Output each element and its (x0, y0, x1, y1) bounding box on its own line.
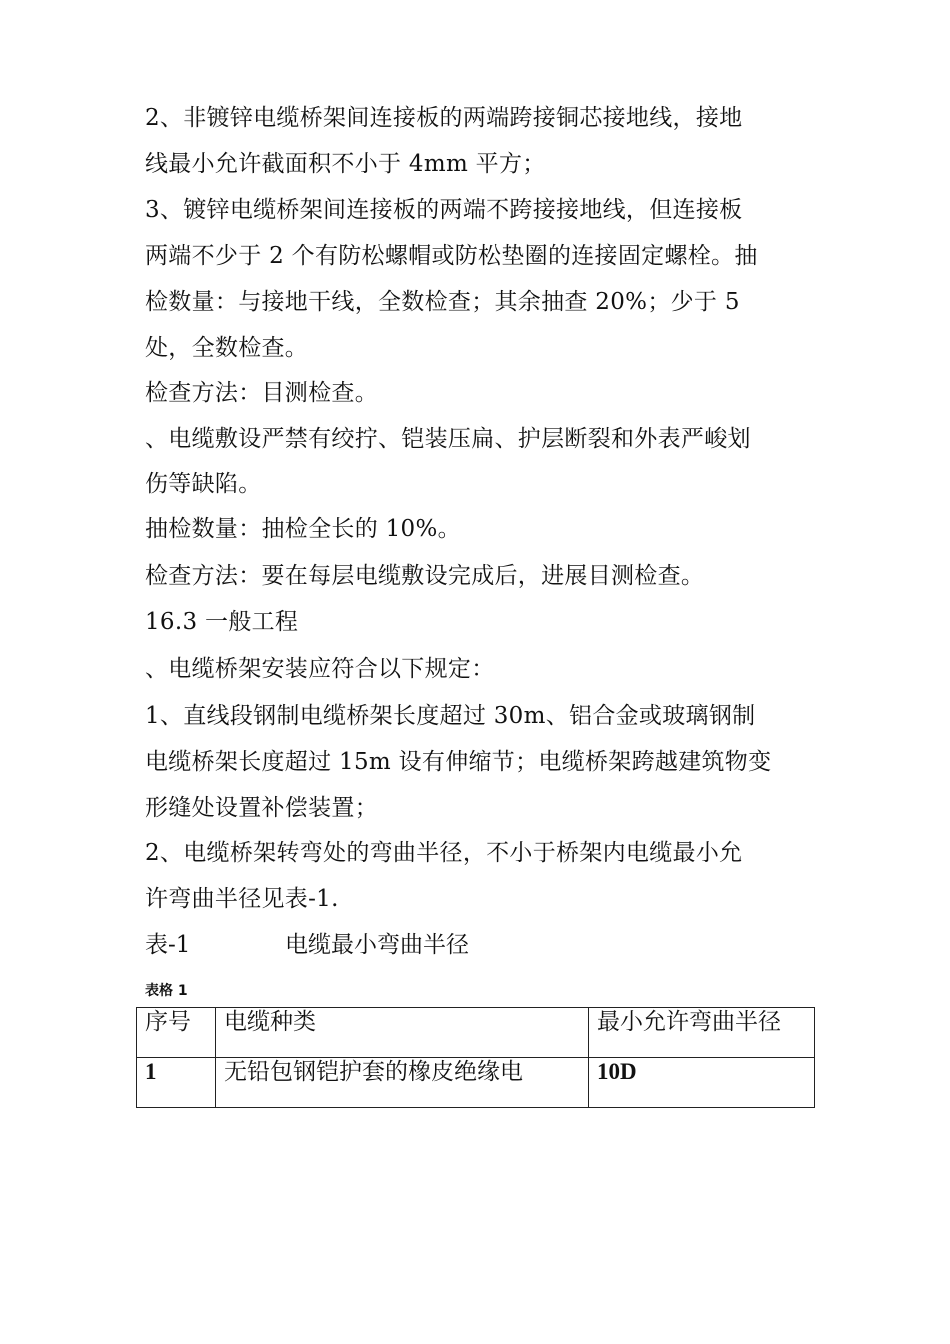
header-cell-index: 序号 (137, 1008, 216, 1058)
paragraph-line: 检查方法：目测检查。 (145, 380, 378, 406)
table-caption-title: 电缆最小弯曲半径 (285, 932, 469, 958)
paragraph-line: 1、直线段钢制电缆桥架长度超过 30m、铝合金或玻璃钢制 (145, 703, 756, 729)
paragraph-line: 电缆桥架长度超过 15m 设有伸缩节；电缆桥架跨越建筑物变 (145, 749, 772, 775)
section-heading: 16.3 一般工程 (145, 609, 299, 635)
header-cell-min-radius: 最小允许弯曲半径 (589, 1008, 815, 1058)
bending-radius-table (136, 1007, 815, 1108)
paragraph-line: 检查方法：要在每层电缆敷设完成后，进展目测检查。 (145, 563, 705, 589)
cell-index: 1 (137, 1058, 216, 1108)
cell-cable-type: 无铅包钢铠护套的橡皮绝缘电 (216, 1058, 589, 1108)
paragraph-line: 2、电缆桥架转弯处的弯曲半径，不小于桥架内电缆最小允 (145, 840, 743, 866)
table-label: 表格 1 (145, 983, 188, 999)
paragraph-line: 两端不少于 2 个有防松螺帽或防松垫圈的连接固定螺栓。抽 (145, 243, 758, 269)
table-caption-number: 表-1 (145, 932, 191, 958)
table-row (137, 1058, 815, 1108)
paragraph-line: 3、镀锌电缆桥架间连接板的两端不跨接接地线，但连接板 (145, 197, 743, 223)
paragraph-line: 、电缆敷设严禁有绞拧、铠装压扁、护层断裂和外表严峻划 (145, 426, 751, 452)
paragraph-line: 处，全数检查。 (145, 335, 309, 361)
paragraph-line: 、电缆桥架安装应符合以下规定： (145, 656, 495, 682)
paragraph-line: 伤等缺陷。 (145, 471, 262, 497)
table-header-row (137, 1008, 815, 1058)
table-caption (145, 930, 469, 960)
paragraph-line: 许弯曲半径见表-1. (145, 886, 339, 912)
paragraph-line: 检数量：与接地干线，全数检查；其余抽查 20%；少于 5 (145, 289, 740, 315)
header-cell-cable-type: 电缆种类 (216, 1008, 589, 1058)
paragraph-line: 线最小允许截面积不小于 4mm 平方； (145, 151, 546, 177)
cell-min-radius: 10D (589, 1058, 815, 1108)
paragraph-line: 2、非镀锌电缆桥架间连接板的两端跨接铜芯接地线，接地 (145, 105, 743, 131)
paragraph-line: 形缝处设置补偿装置； (145, 795, 378, 821)
paragraph-line: 抽检数量：抽检全长的 10%。 (145, 516, 461, 542)
